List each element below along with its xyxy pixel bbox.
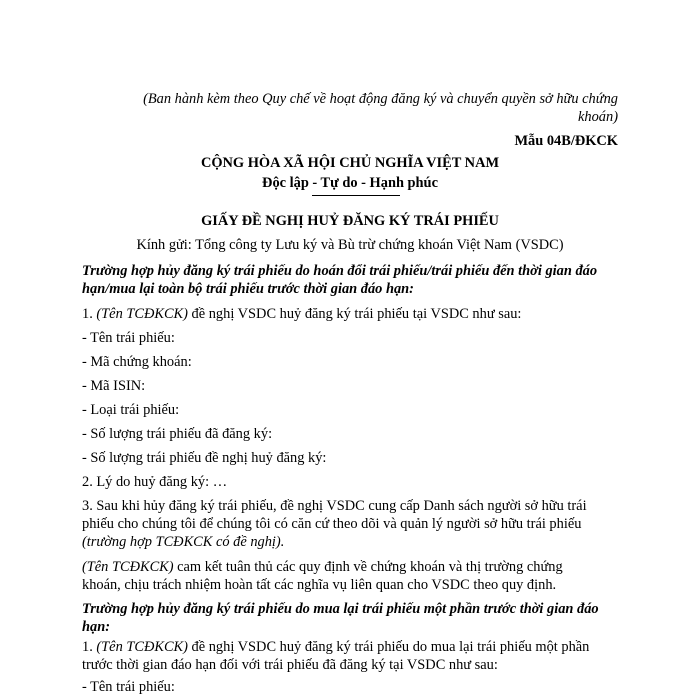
regulation-note-line1: (Ban hành kèm theo Quy chế về hoạt động đăng ký và chuyển quyền sở hữu chứng bbox=[143, 91, 618, 107]
national-motto: Độc lập - Tự do - Hạnh phúc bbox=[262, 175, 438, 191]
case1-item1-prefix: 1. bbox=[82, 306, 97, 322]
case1-heading-line2: hạn/mua lại toàn bộ trái phiếu trước thời gian đáo hạn: bbox=[82, 281, 414, 297]
case2-heading-line1: Trường hợp hủy đăng ký trái phiếu do mua lại trái phiếu một phần trước thời gian đáo bbox=[82, 601, 599, 617]
case1-field-registered-qty: - Số lượng trái phiếu đã đăng ký: bbox=[82, 426, 273, 442]
regulation-note-line2: khoán) bbox=[578, 109, 618, 125]
case1-item3 bbox=[82, 497, 618, 551]
case2-item1-prefix: 1. bbox=[82, 639, 97, 655]
case2-item1-line1: đề nghị VSDC huỷ đăng ký trái phiếu do mua lại trái phiếu một phần bbox=[187, 639, 590, 655]
regulation-note bbox=[82, 90, 618, 126]
case2-item1-org: (Tên TCĐKCK) bbox=[96, 639, 188, 655]
case1-field-cancel-qty: - Số lượng trái phiếu đề nghị huỷ đăng ký: bbox=[82, 450, 327, 466]
document-title: GIẤY ĐỀ NGHỊ HUỶ ĐĂNG KÝ TRÁI PHIẾU bbox=[201, 213, 499, 229]
case1-item3-line1: 3. Sau khi hủy đăng ký trái phiếu, đề nghị VSDC cung cấp Danh sách người sở hữu trái bbox=[82, 498, 587, 514]
country-name: CỘNG HÒA XÃ HỘI CHỦ NGHĨA VIỆT NAM bbox=[200, 155, 500, 171]
case1-heading-line1: Trường hợp hủy đăng ký trái phiếu do hoán đổi trái phiếu/trái phiếu đến thời gian đáo bbox=[82, 263, 598, 279]
motto-separator bbox=[312, 195, 400, 196]
case1-commit-line1: cam kết tuân thủ các quy định về chứng khoán và thị trường chứng bbox=[173, 559, 563, 575]
case1-field-isin: - Mã ISIN: bbox=[82, 378, 146, 394]
case1-field-bond-type: - Loại trái phiếu: bbox=[82, 402, 180, 418]
case1-item1 bbox=[82, 305, 618, 323]
case1-commit-line2: khoán, chịu trách nhiệm hoàn tất các nghĩa vụ liên quan cho VSDC theo quy định. bbox=[82, 577, 557, 593]
case1-heading bbox=[82, 262, 618, 298]
case1-commit-org: (Tên TCĐKCK) bbox=[82, 559, 174, 575]
case2-heading-line2: hạn: bbox=[82, 619, 110, 635]
recipient-line: Kính gửi: Tổng công ty Lưu ký và Bù trừ chứng khoán Việt Nam (VSDC) bbox=[136, 237, 564, 253]
case1-field-bond-name: - Tên trái phiếu: bbox=[82, 330, 175, 346]
case1-item1-text: đề nghị VSDC huỷ đăng ký trái phiếu tại VSDC như sau: bbox=[187, 306, 522, 322]
case2-item1 bbox=[82, 638, 618, 674]
case1-item1-org: (Tên TCĐKCK) bbox=[96, 306, 188, 322]
case2-field-bond-name: - Tên trái phiếu: bbox=[82, 679, 175, 695]
case2-item1-line2: trước thời gian đáo hạn đối với trái phiếu đã đăng ký tại VSDC như sau: bbox=[82, 657, 498, 673]
case1-field-security-code: - Mã chứng khoán: bbox=[82, 354, 192, 370]
case1-item2: 2. Lý do huỷ đăng ký: … bbox=[82, 474, 228, 490]
case1-item3-line3: (trường hợp TCĐKCK có đề nghị). bbox=[82, 534, 285, 550]
case1-commitment bbox=[82, 558, 618, 594]
case1-item3-line2: phiếu cho chúng tôi để chúng tôi có căn cứ theo dõi và quản lý người sở hữu trái phiếu bbox=[82, 516, 582, 532]
case2-heading bbox=[82, 600, 618, 636]
form-code: Mẫu 04B/ĐKCK bbox=[514, 133, 618, 149]
